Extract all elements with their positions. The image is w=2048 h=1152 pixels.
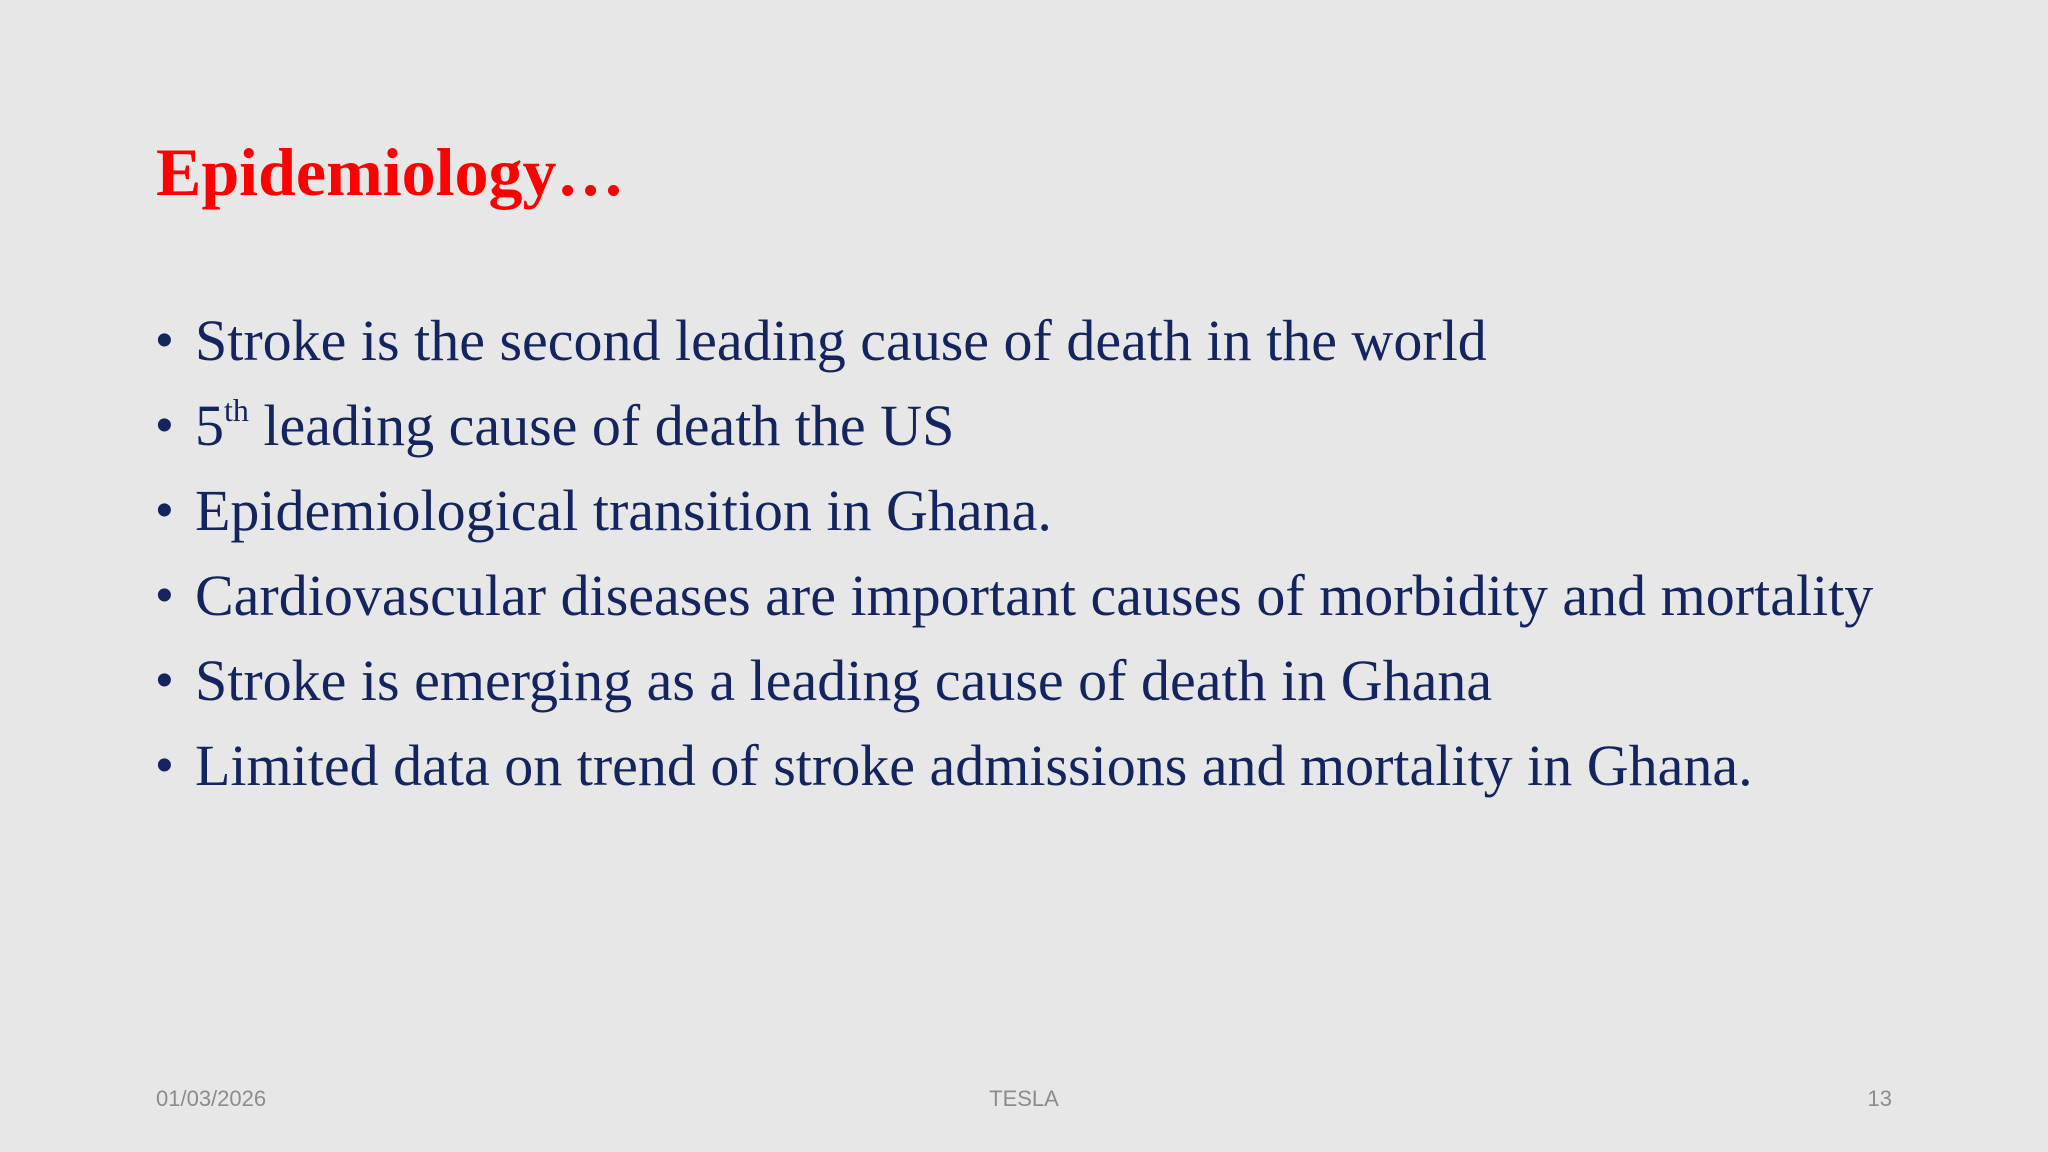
slide-title: Epidemiology… [156,134,625,210]
bullet-item [156,393,1956,458]
bullet-text: Limited data on trend of stroke admissions and mortality in Ghana. [195,733,1753,798]
bullet-icon: • [156,739,173,792]
bullet-item [156,648,1956,713]
bullet-item [156,478,1956,543]
bullet-item [156,733,1956,798]
bullet-text: leading cause of death the US [248,393,955,458]
bullet-icon: • [156,484,173,537]
bullet-icon: • [156,654,173,707]
footer-date: 01/03/2026 [156,1086,267,1111]
bullet-icon: • [156,399,173,452]
page-number: 13 [1867,1086,1892,1111]
bullet-number: 5 [195,393,224,458]
bullet-icon: • [156,569,173,622]
bullet-text: Cardiovascular diseases are important causes of morbidity and mortality [195,563,1874,628]
bullet-list [156,308,1956,818]
bullet-text: Stroke is the second leading cause of death in the world [195,308,1487,373]
bullet-icon: • [156,314,173,367]
bullet-superscript: th [224,392,249,428]
footer-title: TESLA [989,1086,1059,1111]
bullet-item [156,563,1956,628]
bullet-item [156,308,1956,373]
bullet-text: Epidemiological transition in Ghana. [195,478,1052,543]
bullet-text: Stroke is emerging as a leading cause of death in Ghana [195,648,1493,713]
